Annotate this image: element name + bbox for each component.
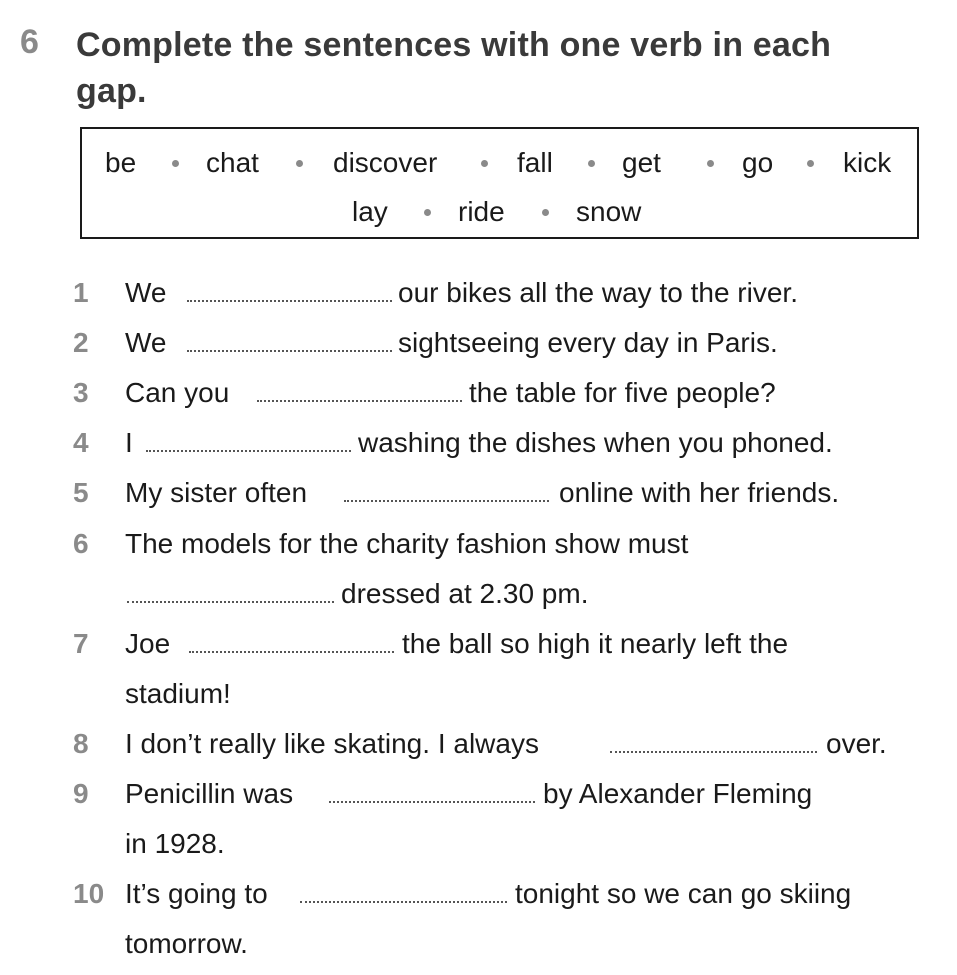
item-number: 5 — [73, 477, 89, 508]
answer-gap[interactable] — [189, 651, 394, 653]
sentence-text: the ball so high it nearly left the — [402, 628, 789, 659]
answer-gap[interactable] — [187, 300, 392, 302]
sentence-text: I — [125, 427, 133, 458]
answer-gap[interactable] — [610, 751, 817, 753]
word-go: go — [742, 147, 774, 178]
sentence-text: We — [125, 277, 167, 308]
sentence-text: sightseeing every day in Paris. — [398, 327, 778, 358]
item-number: 10 — [73, 878, 105, 909]
item-number: 1 — [73, 277, 89, 308]
sentence-text: My sister often — [125, 477, 308, 508]
answer-gap[interactable] — [300, 901, 507, 903]
word-discover: discover — [333, 147, 438, 178]
word-be: be — [105, 147, 137, 178]
item-number: 3 — [73, 377, 89, 408]
bullet-separator — [707, 160, 714, 167]
item-number: 9 — [73, 778, 89, 809]
sentence-text: online with her friends. — [559, 477, 840, 508]
bullet-separator — [172, 160, 179, 167]
answer-gap[interactable] — [329, 801, 535, 803]
sentence-text: dressed at 2.30 pm. — [341, 578, 589, 609]
sentence-text: by Alexander Fleming — [543, 778, 813, 809]
sentence-text: The models for the charity fashion show must — [125, 528, 689, 559]
sentence-text: It’s going to — [125, 878, 268, 909]
sentence-text: our bikes all the way to the river. — [398, 277, 798, 308]
sentence-text: washing the dishes when you phoned. — [358, 427, 833, 458]
exercise-number: 6 — [20, 23, 39, 61]
sentence-text: We — [125, 327, 167, 358]
word-chat: chat — [206, 147, 259, 178]
sentence-text: I don’t really like skating. I always — [125, 728, 539, 759]
answer-gap[interactable] — [127, 601, 334, 603]
item-number: 4 — [73, 427, 89, 458]
item-number: 6 — [73, 528, 89, 559]
word-kick: kick — [843, 147, 892, 178]
sentence-text: over. — [826, 728, 887, 759]
answer-gap[interactable] — [187, 350, 392, 352]
answer-gap[interactable] — [146, 450, 351, 452]
sentence-text: Joe — [125, 628, 171, 659]
item-number: 8 — [73, 728, 89, 759]
word-get: get — [622, 147, 661, 178]
sentence-text: Penicillin was — [125, 778, 294, 809]
word-snow: snow — [576, 196, 642, 227]
word-box — [80, 127, 919, 239]
exercise-title: Complete the sentences with one verb in each gap. — [76, 26, 832, 110]
bullet-separator — [807, 160, 814, 167]
sentence-text: tonight so we can go skiing — [515, 878, 852, 909]
item-number: 2 — [73, 327, 89, 358]
sentence-text: in 1928. — [125, 828, 225, 859]
answer-gap[interactable] — [257, 400, 462, 402]
answer-gap[interactable] — [344, 500, 549, 502]
bullet-separator — [481, 160, 488, 167]
bullet-separator — [542, 209, 549, 216]
sentence-text: the table for five people? — [469, 377, 776, 408]
item-number: 7 — [73, 628, 89, 659]
bullet-separator — [296, 160, 303, 167]
word-fall: fall — [517, 147, 553, 178]
sentence-text: stadium! — [125, 678, 231, 709]
sentence-text: Can you — [125, 377, 230, 408]
sentence-text: tomorrow. — [125, 928, 248, 959]
bullet-separator — [588, 160, 595, 167]
word-lay: lay — [352, 196, 388, 227]
bullet-separator — [424, 209, 431, 216]
word-ride: ride — [458, 196, 505, 227]
